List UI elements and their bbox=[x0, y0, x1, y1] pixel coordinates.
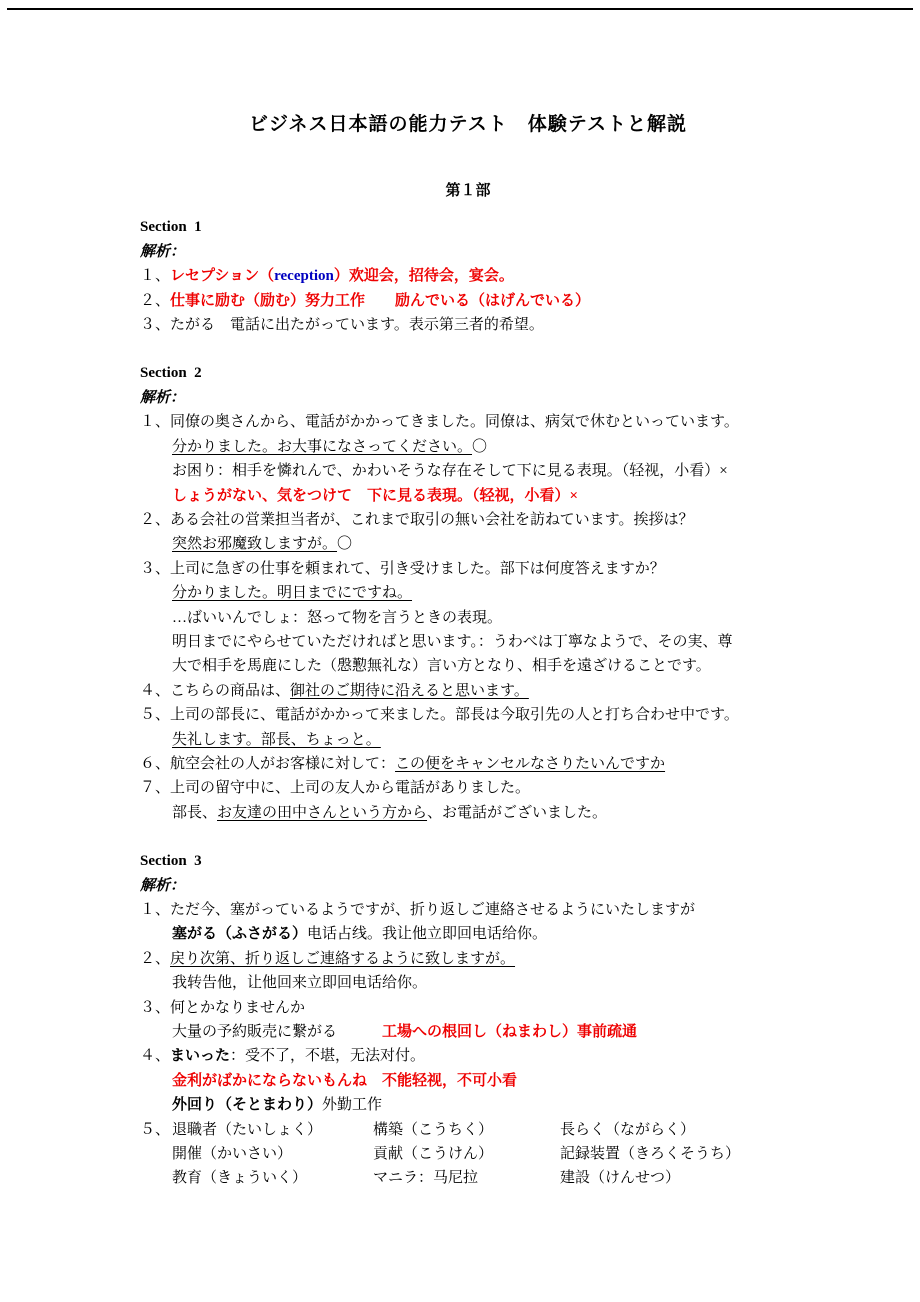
doc-line bbox=[140, 703, 796, 727]
text-run: ある会社の営業担当者が、これまで取引の無い会社を訪ねています。挨拶は？ bbox=[170, 511, 694, 528]
doc-line bbox=[140, 1020, 796, 1044]
vocab-entry: マニラ：马尼拉 bbox=[373, 1170, 479, 1187]
vocab-entry: 退職者（たいしょく） bbox=[172, 1121, 323, 1138]
text-run: 失礼します。部長、ちょっと。 bbox=[172, 731, 381, 748]
text-run: お友達の田中さんという方から bbox=[217, 804, 428, 821]
doc-line bbox=[140, 1166, 796, 1190]
doc-line bbox=[140, 922, 796, 946]
doc-line bbox=[140, 508, 796, 532]
text-run: 突然お邪魔致しますが。 bbox=[172, 536, 338, 553]
doc-line bbox=[140, 898, 796, 922]
doc-line bbox=[140, 289, 796, 313]
doc-line bbox=[140, 606, 796, 630]
doc-line bbox=[140, 484, 796, 508]
text-run: 外勤工作 bbox=[322, 1097, 383, 1114]
text-run: 航空会社の人がお客様に対して： bbox=[170, 755, 396, 772]
text-run: １、 bbox=[140, 268, 171, 285]
text-run: 电话占线。我让他立即回电话给你。 bbox=[307, 926, 548, 943]
doc-line bbox=[140, 801, 796, 825]
text-run: 何とかなりませんか bbox=[170, 999, 306, 1016]
section-1 bbox=[140, 215, 796, 337]
text-run: 明日までにやらせていただければと思います。：うわべは丁寧なようで、その実、尊 bbox=[172, 633, 733, 650]
text-run: 金利がばかにならないもんね 不能轻视，不可小看 bbox=[172, 1072, 518, 1089]
text-run: １、 bbox=[140, 902, 171, 918]
doc-line bbox=[140, 630, 796, 654]
doc-line bbox=[140, 313, 796, 337]
text-run: 外回り（そとまわり） bbox=[172, 1097, 323, 1114]
text-run: 部長、 bbox=[172, 804, 218, 821]
document-title: ビジネス日本語の能力テスト 体験テストと解説 bbox=[249, 114, 687, 135]
text-run: 我转告他，让他回来立即回电话给你。 bbox=[172, 975, 428, 992]
text-run: ４、 bbox=[140, 1048, 171, 1065]
text-run: ５、 bbox=[140, 707, 171, 724]
text-run: 上司に急ぎの仕事を頼まれて、引き受けました。部下は何度答えますか？ bbox=[170, 560, 665, 577]
text-run: まいった bbox=[170, 1048, 231, 1065]
doc-line bbox=[140, 679, 796, 703]
page-border-top bbox=[7, 8, 913, 10]
item-number: ５、 bbox=[140, 1121, 171, 1138]
doc-line bbox=[140, 581, 796, 605]
text-run: ６、 bbox=[140, 755, 171, 772]
text-run: 工場への根回し（ねまわし）事前疏通 bbox=[382, 1024, 638, 1041]
doc-line bbox=[140, 435, 796, 459]
text-run: 戻り次第、折り返しご連絡するように致しますが。 bbox=[170, 950, 516, 967]
section-analysis-label: 解析： bbox=[140, 389, 186, 406]
doc-line bbox=[140, 410, 796, 434]
text-run: 仕事に励む（励む）努力工作 励んでいる（はげんでいる） bbox=[170, 292, 591, 309]
text-run: ） bbox=[333, 268, 349, 285]
doc-line bbox=[140, 752, 796, 776]
text-run: たがる 電話に出たがっています。表示第三者的希望。 bbox=[170, 317, 544, 334]
section-heading: Section 3 bbox=[140, 853, 202, 870]
vocab-entry: 構築（こうちく） bbox=[373, 1121, 494, 1138]
vocab-entry: 貢献（こうけん） bbox=[373, 1146, 494, 1163]
text-run: 大量の予約販売に繋がる bbox=[172, 1024, 338, 1041]
doc-line bbox=[140, 459, 796, 483]
section-heading: Section 1 bbox=[140, 219, 202, 236]
doc-line bbox=[140, 971, 796, 995]
text-run: ４、 bbox=[140, 682, 171, 699]
vocab-entry: 記録装置（きろくそうち） bbox=[560, 1146, 741, 1163]
text-run: ２、 bbox=[140, 511, 171, 528]
text-run: ただ今、塞がっているようですが、折り返しご連絡させるようにいたしますが bbox=[170, 902, 696, 918]
document-body bbox=[140, 215, 796, 1190]
text-run: １、 bbox=[140, 414, 171, 431]
text-run: この便をキャンセルなさりたいんですか bbox=[395, 755, 666, 772]
text-run: ２、 bbox=[140, 292, 171, 309]
doc-line bbox=[140, 264, 796, 288]
doc-line bbox=[140, 532, 796, 556]
doc-line bbox=[140, 557, 796, 581]
section-2 bbox=[140, 361, 796, 825]
text-run: 上司の部長に、電話がかかって来ました。部長は今取引先の人と打ち合わせ中です。 bbox=[170, 707, 739, 724]
part-heading: 第１部 bbox=[445, 182, 491, 199]
doc-line bbox=[140, 996, 796, 1020]
section-heading: Section 2 bbox=[140, 365, 202, 382]
doc-line bbox=[140, 1044, 796, 1068]
text-run: ７、 bbox=[140, 780, 171, 797]
text-run: 上司の留守中に、上司の友人から電話がありました。 bbox=[170, 780, 531, 797]
text-run: お困り：相手を憐れんで、かわいそうな存在そして下に見る表現。（轻视，小看）× bbox=[172, 463, 728, 480]
doc-line bbox=[140, 654, 796, 678]
text-run: 同僚の奥さんから、電話がかかってきました。同僚は、病気で休むといっています。 bbox=[170, 414, 739, 431]
text-run: しょうがない、気をつけて 下に見る表現。（轻视，小看）× bbox=[172, 487, 579, 504]
doc-line bbox=[140, 728, 796, 752]
text-run: 御社のご期待に沿えると思います。 bbox=[290, 682, 529, 699]
text-run: ３、 bbox=[140, 317, 171, 334]
text-run: こちらの商品は、 bbox=[170, 682, 291, 699]
text-run: レセプション（ bbox=[170, 268, 275, 285]
text-run: 、お電話がございました。 bbox=[427, 804, 608, 821]
text-run bbox=[337, 1024, 382, 1040]
text-run: 大で相手を馬鹿にした（慇懃無礼な）言い方となり、相手を遠ざけることです。 bbox=[172, 658, 711, 675]
text-run: 〇 bbox=[337, 536, 353, 553]
vocab-entry: 長らく（ながらく） bbox=[560, 1121, 696, 1138]
text-run: …ばいいんでしょ：怒って物を言うときの表現。 bbox=[172, 609, 503, 626]
vocab-entry: 教育（きょういく） bbox=[172, 1170, 308, 1187]
section-3 bbox=[140, 849, 796, 1191]
doc-line bbox=[140, 776, 796, 800]
doc-line bbox=[140, 1069, 796, 1093]
text-run: 〇 bbox=[472, 438, 488, 455]
text-run: 分かりました。明日までにですね。 bbox=[172, 585, 413, 602]
text-run: reception bbox=[274, 268, 334, 285]
section-analysis-label: 解析： bbox=[140, 243, 186, 260]
text-run: 欢迎会，招待会，宴会。 bbox=[348, 268, 514, 285]
doc-line bbox=[140, 947, 796, 971]
text-run: ２、 bbox=[140, 950, 171, 967]
text-run: ３、 bbox=[140, 999, 171, 1016]
text-run: ：受不了，不堪，无法对付。 bbox=[230, 1048, 426, 1065]
text-run: 分かりました。お大事になさってください。 bbox=[172, 438, 473, 455]
doc-line bbox=[140, 1142, 796, 1166]
section-analysis-label: 解析： bbox=[140, 877, 186, 894]
doc-line bbox=[140, 1118, 796, 1142]
text-run: ３、 bbox=[140, 560, 171, 577]
doc-line bbox=[140, 1093, 796, 1117]
vocab-entry: 建設（けんせつ） bbox=[560, 1170, 681, 1187]
vocab-entry: 開催（かいさい） bbox=[172, 1146, 293, 1163]
text-run: 塞がる（ふさがる） bbox=[172, 926, 308, 943]
